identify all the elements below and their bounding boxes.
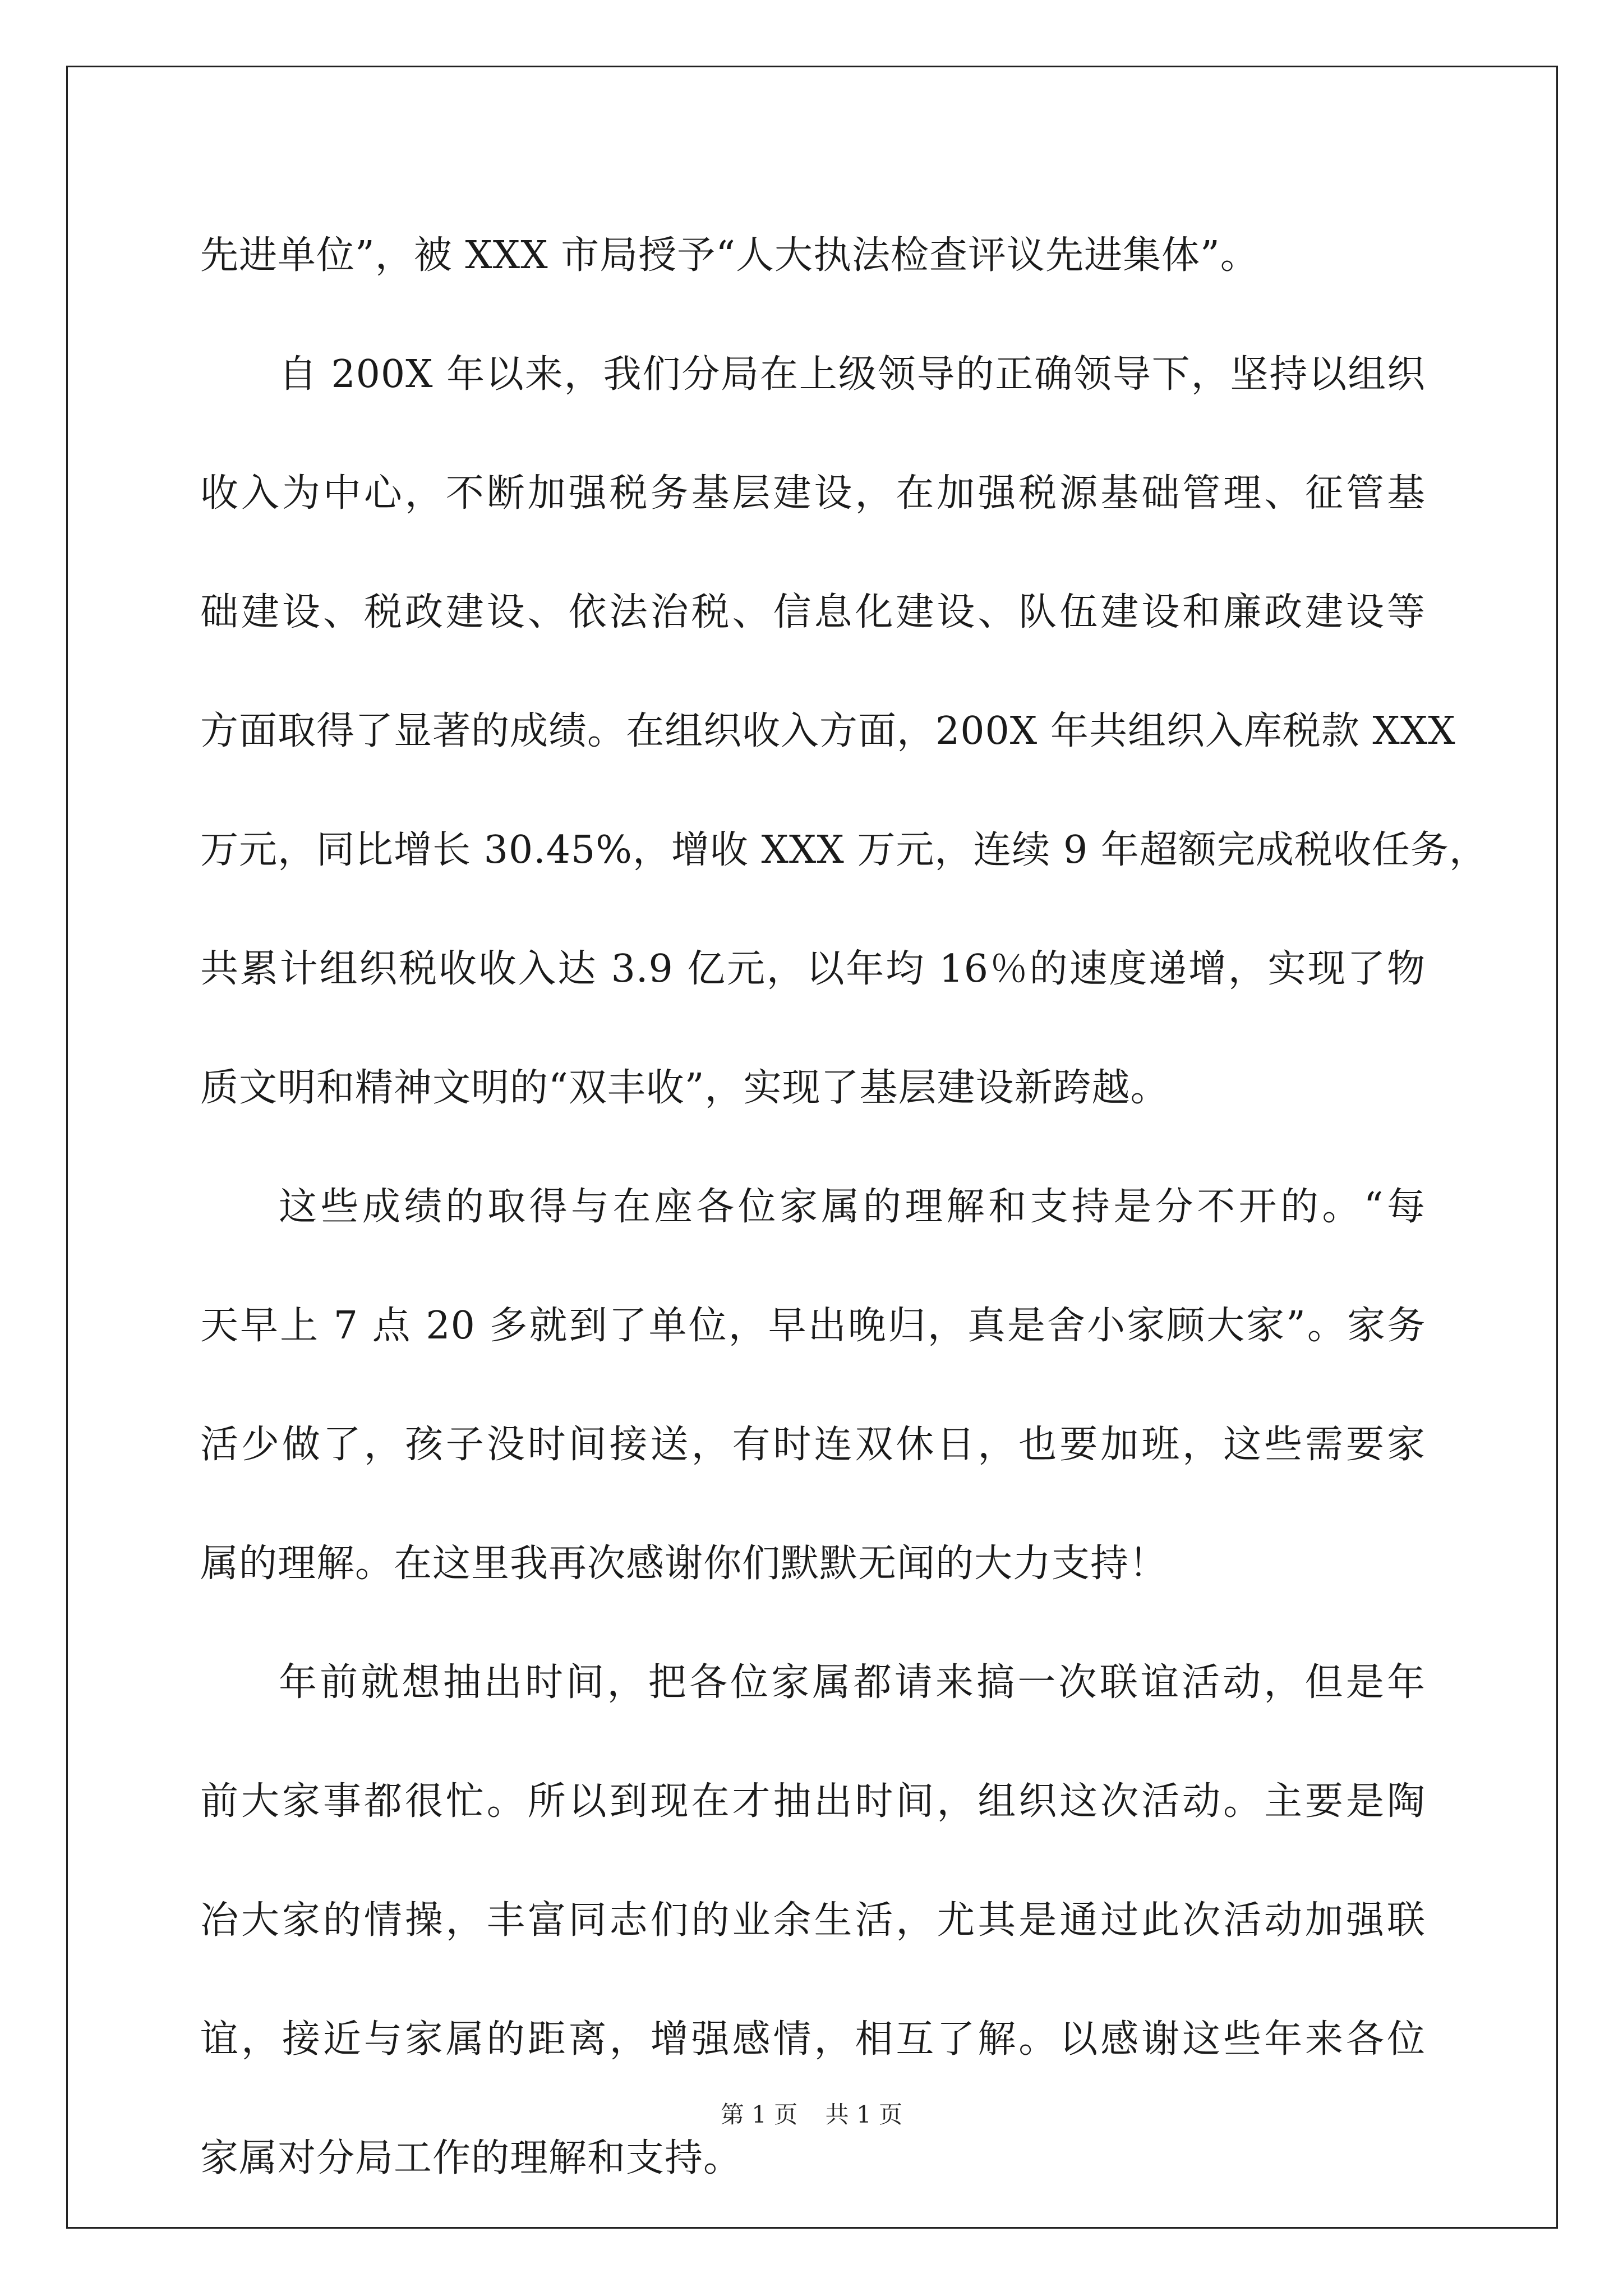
paragraph-line: 先进单位”，被 XXX 市局授予“人大执法检查评议先进集体”。 (200, 233, 1259, 278)
paragraph-line: 收入为中心，不断加强税务基层建设，在加强税源基础管理、征管基 (200, 471, 1426, 516)
page-number-current: 第 1 页 (720, 2101, 798, 2128)
paragraph-line: 冶大家的情操，丰富同志们的业余生活，尤其是通过此次活动加强联 (200, 1898, 1426, 1943)
paragraph-line: 这些成绩的取得与在座各位家属的理解和支持是分不开的。“每 (279, 1185, 1426, 1229)
paragraph-line: 属的理解。在这里我再次感谢你们默默无闻的大力支持！ (200, 1542, 1168, 1586)
document-body (200, 196, 1488, 2218)
paragraph-line: 天早上 7 点 20 多就到了单位，早出晚归，真是舍小家顾大家”。家务 (200, 1304, 1426, 1348)
paragraph-line: 础建设、税政建设、依法治税、信息化建设、队伍建设和廉政建设等 (200, 590, 1426, 634)
paragraph-line: 共累计组织税收收入达 3.9 亿元，以年均 16％的速度递增，实现了物 (200, 947, 1426, 991)
page-footer (0, 2098, 1623, 2132)
paragraph-line: 自 200X 年以来，我们分局在上级领导的正确领导下，坚持以组织 (279, 352, 1426, 397)
paragraph-line: 谊，接近与家属的距离，增强感情，相互了解。以感谢这些年来各位 (200, 2017, 1426, 2062)
paragraph-line: 活少做了，孩子没时间接送，有时连双休日，也要加班，这些需要家 (200, 1423, 1426, 1467)
paragraph-line: 质文明和精神文明的“双丰收”，实现了基层建设新跨越。 (200, 1066, 1169, 1110)
paragraph-line: 前大家事都很忙。所以到现在才抽出时间，组织这次活动。主要是陶 (200, 1779, 1426, 1824)
paragraph-line: 年前就想抽出时间，把各位家属都请来搞一次联谊活动，但是年 (279, 1660, 1426, 1705)
paragraph-line: 方面取得了显著的成绩。在组织收入方面，200X 年共组织入库税款 XXX (200, 709, 1456, 753)
paragraph-line: 万元，同比增长 30.45%，增收 XXX 万元，连续 9 年超额完成税收任务， (200, 828, 1488, 872)
paragraph-line: 家属对分局工作的理解和支持。 (200, 2136, 743, 2180)
page-number-total: 共 1 页 (825, 2101, 903, 2128)
